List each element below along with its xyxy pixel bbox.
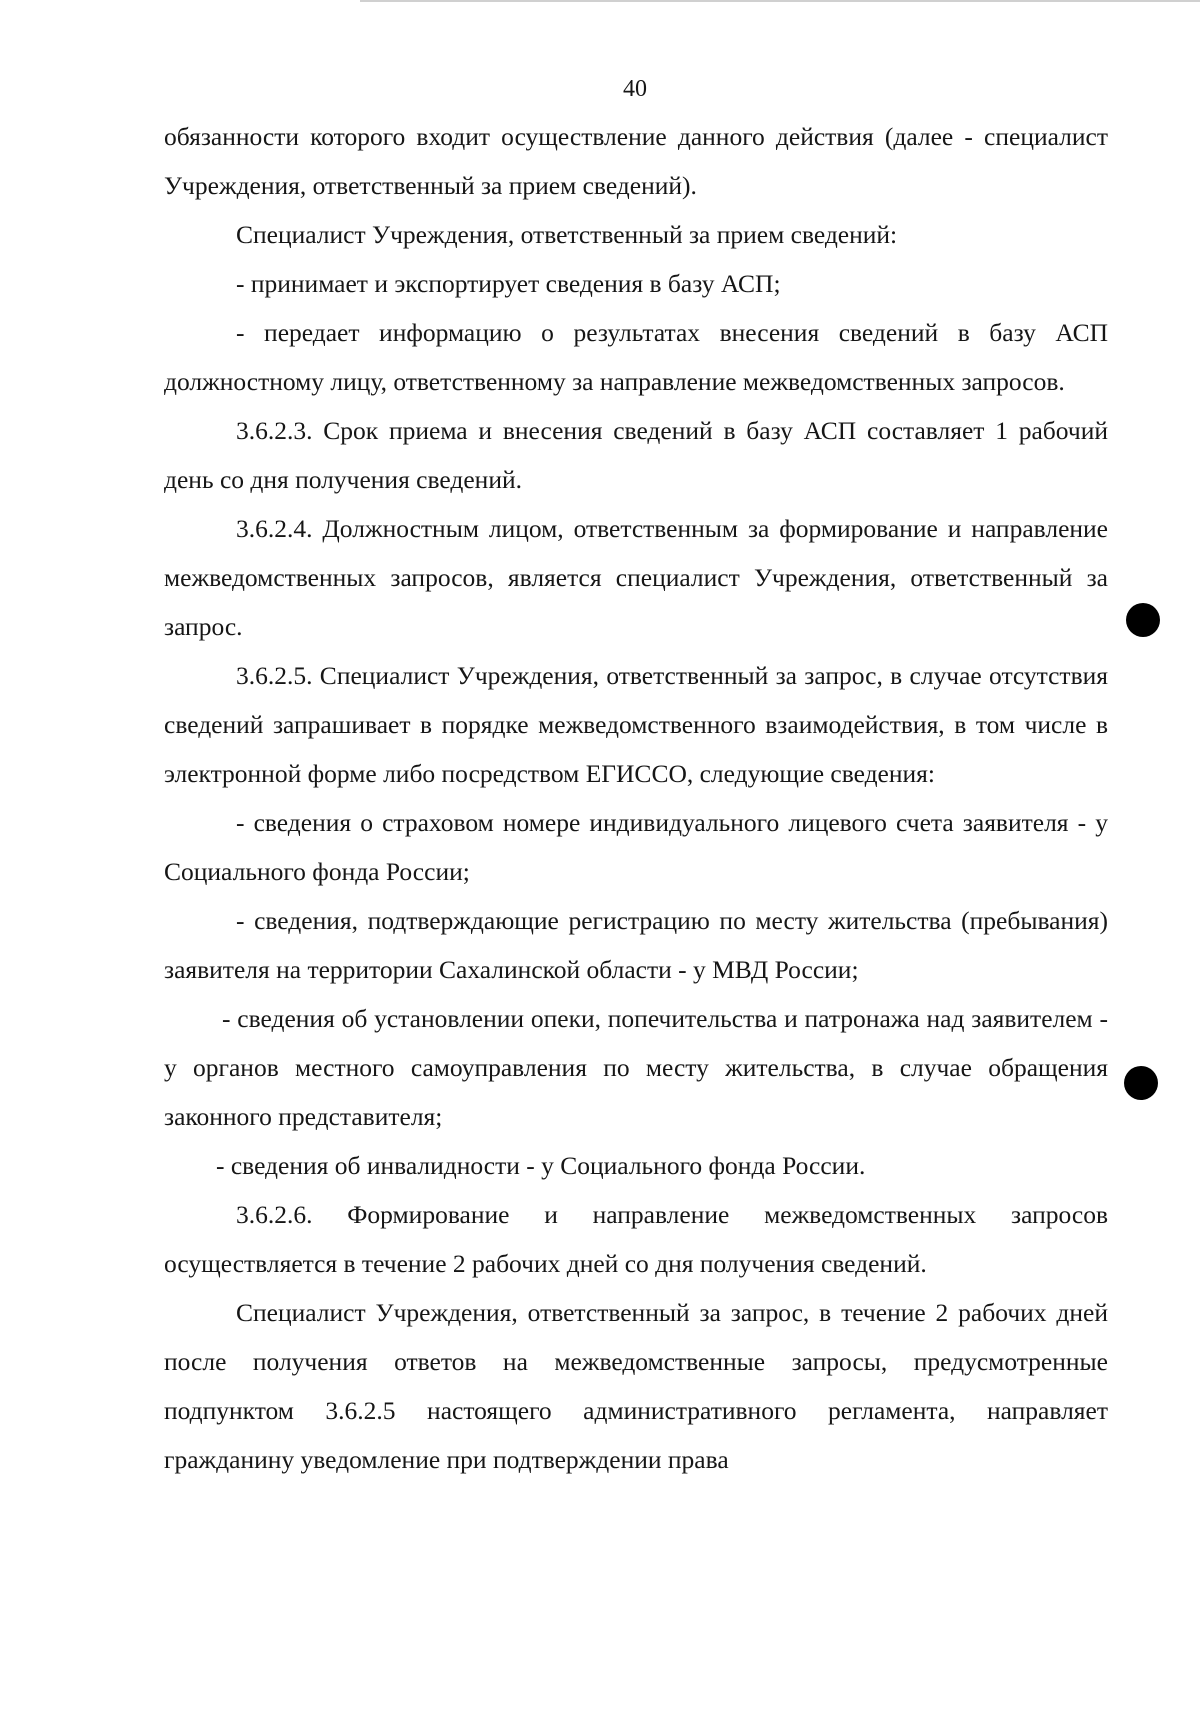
list-item-snils: - сведения о страховом номере индивидуального лицевого счета заявителя - у Социального фонда России; [164, 808, 1108, 886]
paragraph-3-6-2-3: 3.6.2.3. Срок приема и внесения сведений в базу АСП составляет 1 рабочий день со дня получения сведений. [164, 416, 1108, 494]
list-item-guardianship: - сведения об установлении опеки, попечительства и патронажа над заявителем - у органов местного самоуправления по месту жительства, в случае обращения законного представителя; [164, 1004, 1108, 1131]
paragraph-continuation: обязанности которого входит осуществление данного действия (далее - специалист Учреждения, ответственный за прием сведений). [164, 122, 1108, 200]
page-number: 40 [623, 76, 647, 102]
paragraph-notification: Специалист Учреждения, ответственный за запрос, в течение 2 рабочих дней после получения ответов на межведомственные запросы, предусмотренные подпунктом 3.6.2.5 настоящего административного регламента, направляет гражданину уведомление при подтверждении права [164, 1298, 1108, 1474]
paragraph-specialist-heading: Специалист Учреждения, ответственный за прием сведений: [236, 220, 898, 249]
scan-edge-line [360, 0, 1200, 2]
list-item-registration: - сведения, подтверждающие регистрацию по месту жительства (пребывания) заявителя на территории Сахалинской области - у МВД России; [164, 906, 1108, 984]
punch-hole-mark [1126, 603, 1160, 637]
list-item-transfer-info: - передает информацию о результатах внесения сведений в базу АСП должностному лицу, ответственному за направление межведомственных запросов. [164, 318, 1108, 396]
paragraph-3-6-2-5: 3.6.2.5. Специалист Учреждения, ответственный за запрос, в случае отсутствия сведений запрашивает в порядке межведомственного взаимодействия, в том числе в электронной форме либо посредством ЕГИССО, следующие сведения: [164, 661, 1108, 788]
punch-hole-mark [1124, 1066, 1158, 1100]
paragraph-3-6-2-6: 3.6.2.6. Формирование и направление межведомственных запросов осуществляется в течение 2 рабочих дней со дня получения сведений. [164, 1200, 1108, 1278]
document-body [164, 112, 1108, 1484]
list-item-disability: - сведения об инвалидности - у Социального фонда России. [216, 1151, 866, 1180]
list-item-export: - принимает и экспортирует сведения в базу АСП; [236, 269, 781, 298]
paragraph-3-6-2-4: 3.6.2.4. Должностным лицом, ответственным за формирование и направление межведомственных запросов, является специалист Учреждения, ответственный за запрос. [164, 514, 1108, 641]
